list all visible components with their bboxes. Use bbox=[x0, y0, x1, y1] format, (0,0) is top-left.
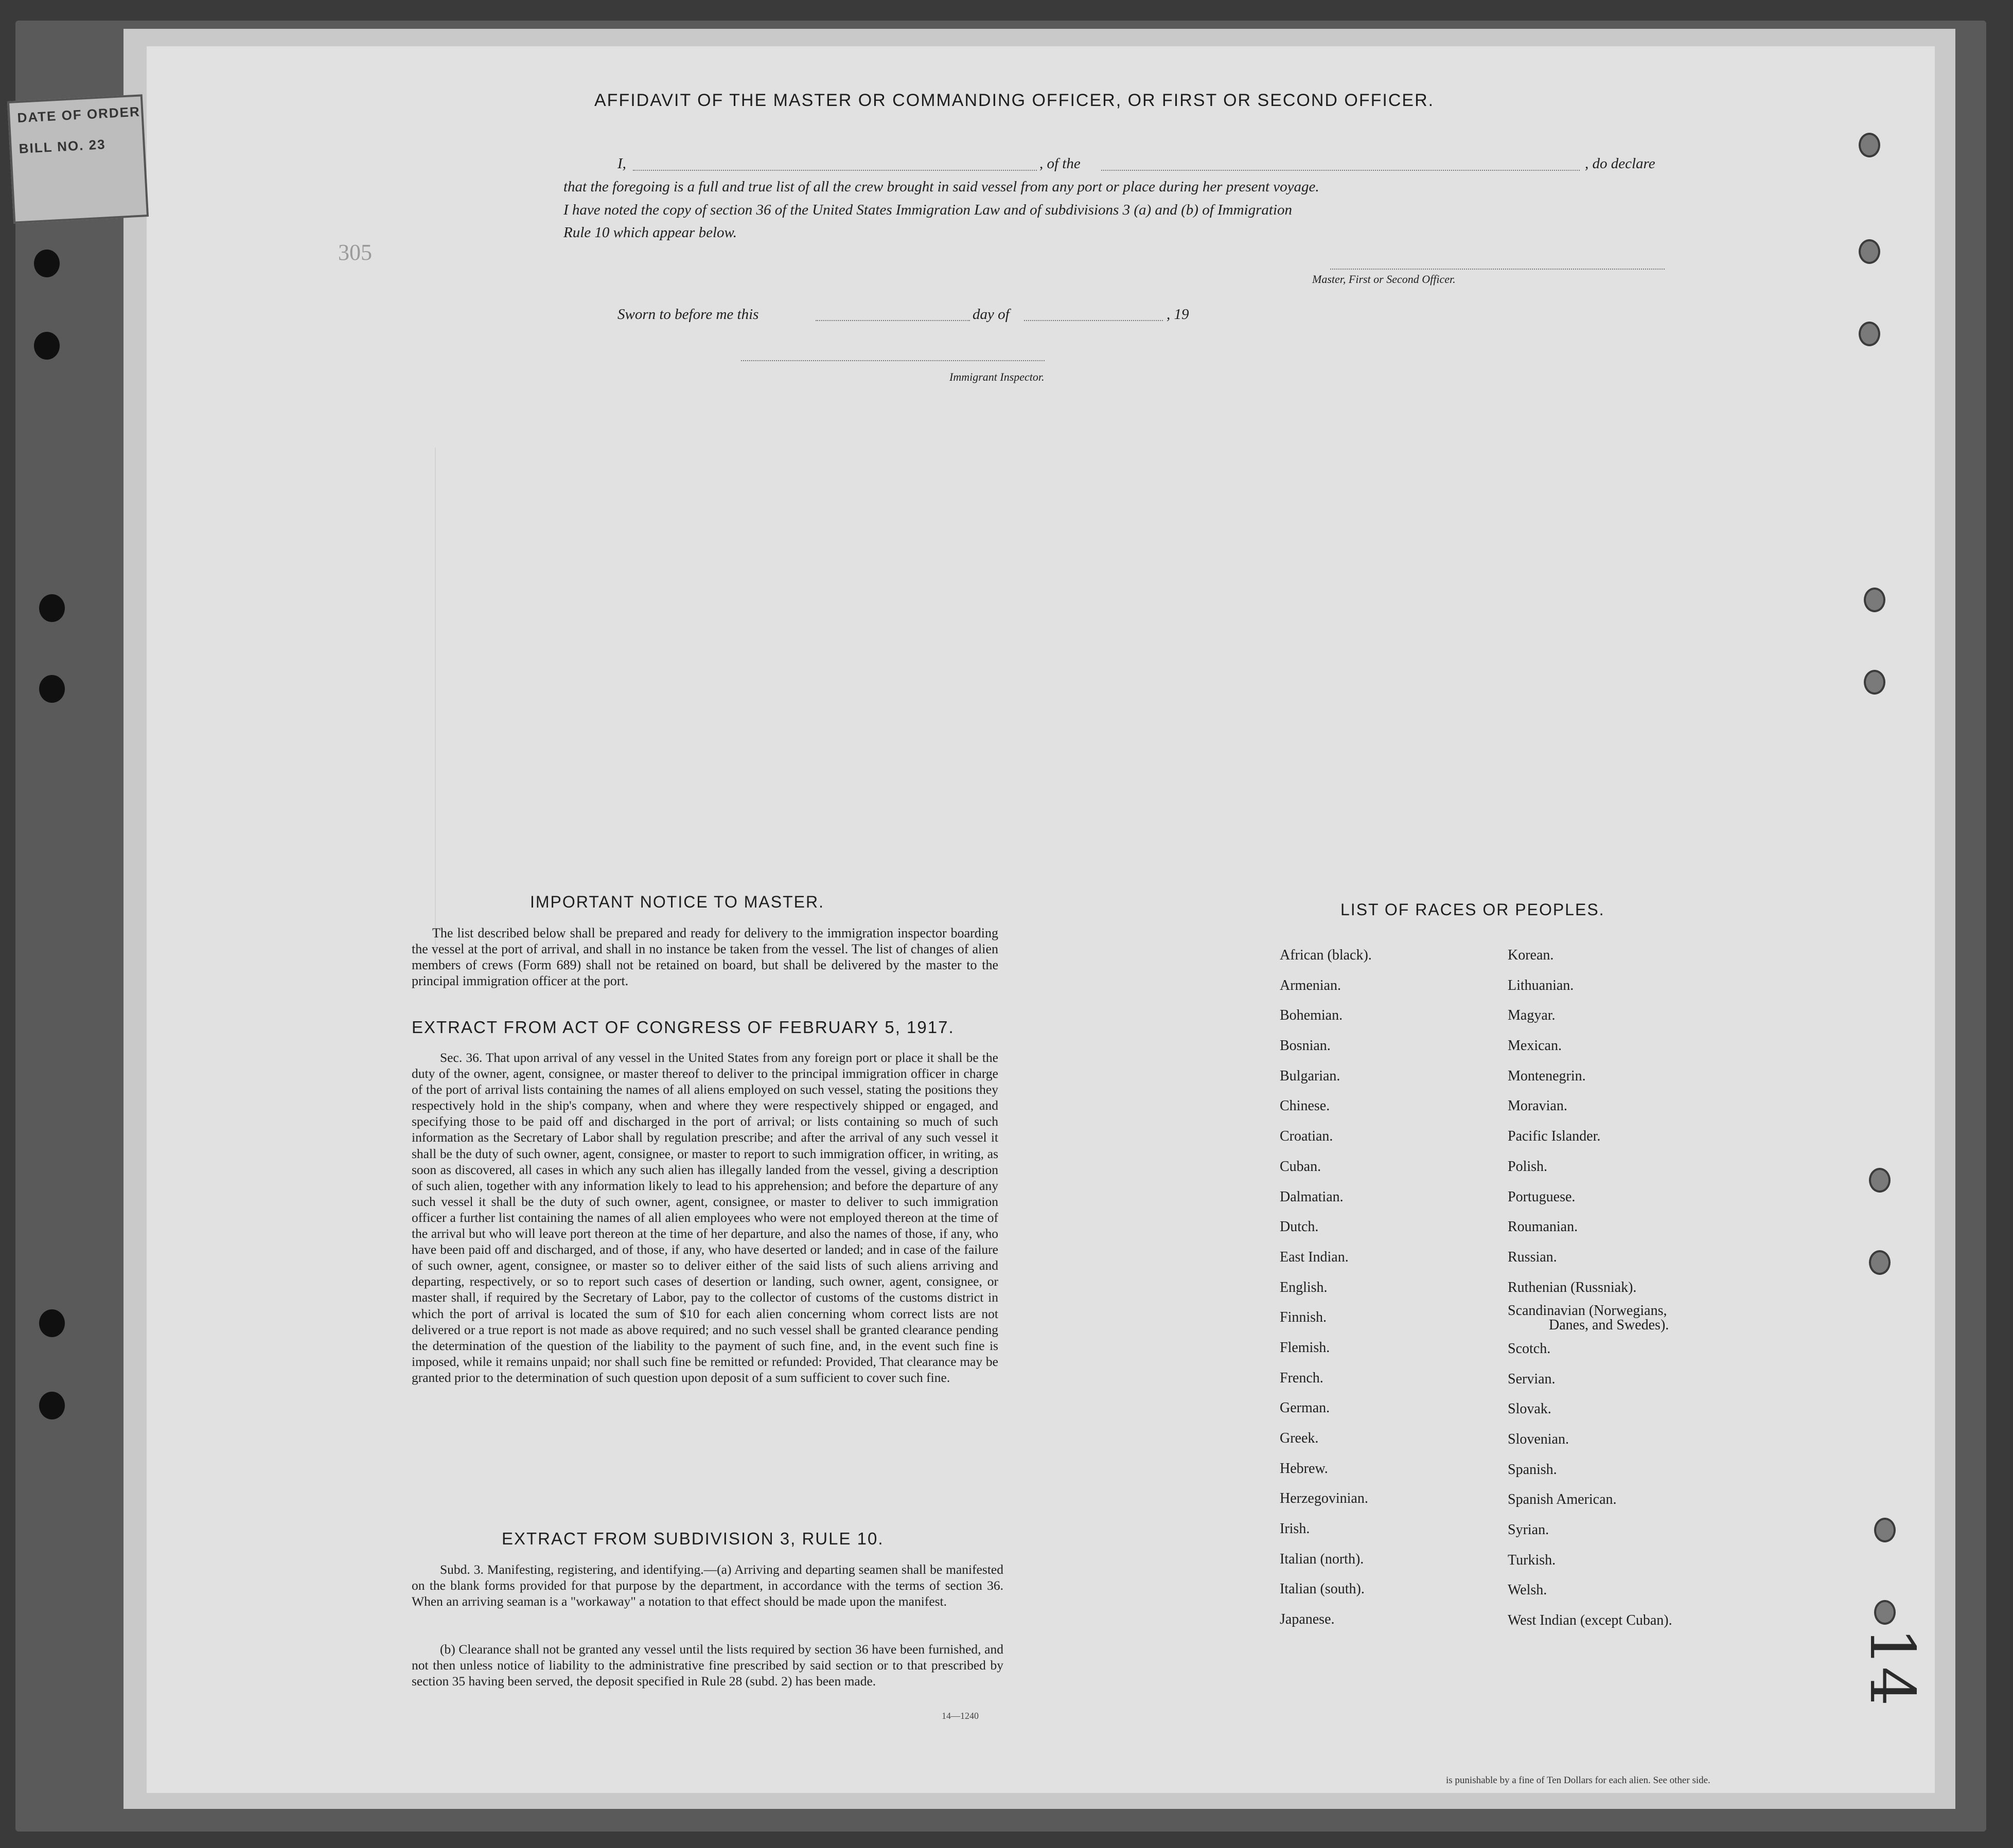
stub-line-2: BILL NO. 23 bbox=[19, 136, 107, 156]
name-blank-line bbox=[633, 170, 1037, 171]
race-item: Flemish. bbox=[1280, 1339, 1330, 1356]
race-item: Magyar. bbox=[1508, 1007, 1556, 1024]
stamp-number: 305 bbox=[338, 240, 372, 265]
race-item: Syrian. bbox=[1508, 1522, 1549, 1538]
race-item: Portuguese. bbox=[1508, 1188, 1576, 1205]
affidavit-line-4: Rule 10 which appear below. bbox=[563, 224, 737, 241]
affidavit-title: AFFIDAVIT OF THE MASTER OR COMMANDING OFFICER, OR FIRST OR SECOND OFFICER. bbox=[594, 91, 1435, 110]
race-item-two-line bbox=[1508, 1303, 1672, 1334]
race-item: Pacific Islander. bbox=[1508, 1128, 1601, 1145]
race-item: Japanese. bbox=[1280, 1611, 1335, 1628]
master-signature-line bbox=[1330, 269, 1665, 270]
sworn-month-blank bbox=[1024, 320, 1163, 321]
binder-hole bbox=[39, 1392, 65, 1419]
race-item: Croatian. bbox=[1280, 1128, 1333, 1145]
race-item-line-1: Scandinavian (Norwegians, bbox=[1508, 1303, 1667, 1319]
race-item: African (black). bbox=[1280, 947, 1372, 963]
races-left-column bbox=[1280, 940, 1372, 1635]
race-item: English. bbox=[1280, 1279, 1328, 1295]
race-item: Spanish. bbox=[1508, 1461, 1557, 1478]
race-item: Bohemian. bbox=[1280, 1007, 1343, 1024]
notice-title: IMPORTANT NOTICE TO MASTER. bbox=[530, 893, 824, 911]
race-item: French. bbox=[1280, 1370, 1323, 1386]
affidavit-do-declare: , do declare bbox=[1585, 155, 1655, 172]
binder-hole bbox=[1859, 322, 1880, 346]
race-item: Bulgarian. bbox=[1280, 1068, 1340, 1084]
extract-rule-text-b: (b) Clearance shall not be granted any vessel until the lists required by section 36 have been furnished, and not then unless notice of liability to the administrative fine prescribed by said section or to that prescribed by section 35 having been served, the deposit specified in Rule 28 (subd. 2) has been made. bbox=[412, 1642, 1003, 1689]
race-item: Ruthenian (Russniak). bbox=[1508, 1279, 1637, 1295]
binder-hole bbox=[1859, 239, 1880, 264]
binder-hole bbox=[39, 594, 65, 622]
document-page bbox=[147, 46, 1935, 1793]
race-item: Greek. bbox=[1280, 1430, 1319, 1446]
binder-hole bbox=[39, 1309, 65, 1337]
affidavit-of-the-label: , of the bbox=[1039, 155, 1081, 172]
affidavit-line-3: I have noted the copy of section 36 of the United States Immigration Law and of subdivisions 3 (a) and (b) of Immigration bbox=[563, 202, 1293, 218]
race-item: Slovak. bbox=[1508, 1401, 1551, 1417]
races-right-column bbox=[1508, 940, 1672, 1636]
race-item: Armenian. bbox=[1280, 977, 1341, 993]
binder-hole bbox=[1864, 670, 1885, 695]
race-item: Cuban. bbox=[1280, 1158, 1321, 1175]
race-item: Polish. bbox=[1508, 1158, 1548, 1175]
race-item: Irish. bbox=[1280, 1521, 1310, 1537]
binder-hole bbox=[39, 675, 65, 703]
extract-rule-title: EXTRACT FROM SUBDIVISION 3, RULE 10. bbox=[502, 1529, 884, 1548]
extract-act-title: EXTRACT FROM ACT OF CONGRESS OF FEBRUARY 5, 1917. bbox=[412, 1018, 955, 1037]
sworn-day-blank bbox=[816, 320, 970, 321]
notice-text: The list described below shall be prepared and ready for delivery to the immigration inspector boarding the vessel at the port of arrival, and shall in no instance be taken from the vessel. The list of changes of alien members of crews (Form 689) shall not be retained on board, but shall be delivered by the master to the principal immigration officer at the port. bbox=[412, 926, 998, 988]
race-item: Turkish. bbox=[1508, 1552, 1556, 1568]
extract-act-text: Sec. 36. That upon arrival of any vessel in the United States from any foreign port or place it shall be the duty of the owner, agent, consignee, or master thereof to deliver to the principal immigration officer in charge of the port of arrival lists containing the names of all aliens employed on such vessel, stating the positions they respectively hold in the ship's company, when and where they were respectively shipped or engaged, and specifying those to be paid off and discharged in the port of arrival; or lists containing so much of such information as the Secretary of Labor shall by regulation prescribe; and after the arrival of any such vessel it shall be the duty of such owner, agent, consignee, or master to report to such immigration officer, in writing, as soon as discovered, all cases in which any such alien has illegally landed from the vessel, giving a description of such alien, together with any information likely to lead to his apprehension; and before the departure of any such vessel it shall be the duty of such owner, agent, consignee, or master to deliver to such immigration officer a further list containing the names of all alien employees who were not employed thereon at the time of the arrival but who will leave port thereon at the time of her departure, and also the names of those, if any, who have been paid off and discharged, and of those, if any, who have deserted or landed; and in case of the failure of such owner, agent, consignee, or master so to deliver either of the said lists of such aliens arriving and departing, respectively, or so to report such cases of desertion or landing, such owner, agent, consignee, or master shall, if required by the Secretary of Labor, pay to the collector of customs of the customs district in which the port of arrival is located the sum of $10 for each alien concerning whom correct lists are not delivered or a true report is not made as above required; and no such vessel shall be granted clearance pending the determination of the question of the liability to the payment of such fine, and, in the event such fine is imposed, while it remains unpaid; nor shall such fine be remitted or refunded: Provided, That clearance may be granted prior to the determination of such question upon deposit of a sum sufficient to cover such fine. bbox=[412, 1050, 998, 1385]
race-item-line-2: Danes, and Swedes). bbox=[1549, 1317, 1669, 1334]
race-item: Dalmatian. bbox=[1280, 1188, 1344, 1205]
race-item: Chinese. bbox=[1280, 1098, 1330, 1114]
inspector-signature-line bbox=[741, 360, 1045, 361]
race-item: Korean. bbox=[1508, 947, 1554, 963]
binder-hole bbox=[1869, 1168, 1891, 1193]
race-item: Welsh. bbox=[1508, 1582, 1547, 1598]
handwritten-page-number: 14 bbox=[1856, 1627, 1928, 1706]
race-item: Mexican. bbox=[1508, 1038, 1562, 1054]
binder-hole bbox=[1874, 1600, 1896, 1625]
races-title: LIST OF RACES OR PEOPLES. bbox=[1340, 900, 1605, 919]
binder-hole bbox=[34, 332, 60, 360]
year-label: , 19 bbox=[1167, 306, 1189, 323]
race-item: Spanish American. bbox=[1508, 1491, 1617, 1508]
day-of-label: day of bbox=[973, 306, 1010, 323]
extract-rule-text-a: Subd. 3. Manifesting, registering, and identifying.—(a) Arriving and departing seamen shall be manifested on the blank forms provided for that purpose by the department, in accordance with the terms of section 36. When an arriving seaman is a "workaway" a notation to that effect should be made upon the manifest. bbox=[412, 1562, 1003, 1609]
race-item: Italian (south). bbox=[1280, 1581, 1365, 1597]
race-item: Bosnian. bbox=[1280, 1038, 1331, 1054]
race-item: West Indian (except Cuban). bbox=[1508, 1612, 1672, 1629]
race-item: Dutch. bbox=[1280, 1219, 1319, 1235]
binder-hole bbox=[1864, 588, 1885, 612]
race-item: Moravian. bbox=[1508, 1098, 1567, 1114]
form-number: 14—1240 bbox=[942, 1711, 979, 1721]
race-item: Hebrew. bbox=[1280, 1460, 1328, 1477]
race-item: Italian (north). bbox=[1280, 1551, 1364, 1567]
faint-bleed-through-grid bbox=[435, 448, 1877, 962]
race-item: Roumanian. bbox=[1508, 1219, 1578, 1235]
binder-hole bbox=[1869, 1250, 1891, 1275]
race-item: Russian. bbox=[1508, 1249, 1557, 1265]
race-item: East Indian. bbox=[1280, 1249, 1349, 1265]
race-item: Servian. bbox=[1508, 1371, 1556, 1387]
binder-hole bbox=[1859, 133, 1880, 157]
master-signature-label: Master, First or Second Officer. bbox=[1312, 273, 1456, 286]
binder-hole bbox=[1874, 1518, 1896, 1542]
race-item: Slovenian. bbox=[1508, 1431, 1569, 1447]
binder-hole bbox=[34, 250, 60, 277]
race-item: Herzegovinian. bbox=[1280, 1490, 1368, 1507]
race-item: Lithuanian. bbox=[1508, 977, 1574, 993]
stub-line-1: DATE OF ORDER bbox=[16, 103, 141, 126]
affidavit-i-label: I, bbox=[617, 155, 626, 172]
vessel-blank-line bbox=[1101, 170, 1580, 171]
race-item: German. bbox=[1280, 1400, 1330, 1416]
sworn-label: Sworn to before me this bbox=[617, 306, 759, 323]
race-item: Montenegrin. bbox=[1508, 1068, 1586, 1084]
race-item: Finnish. bbox=[1280, 1309, 1327, 1326]
affidavit-line-2: that the foregoing is a full and true list of all the crew brought in said vessel from any port or place during her present voyage. bbox=[563, 179, 1319, 195]
race-item: Scotch. bbox=[1508, 1340, 1551, 1357]
bottom-edge-text: is punishable by a fine of Ten Dollars for each alien. See other side. bbox=[1446, 1775, 1710, 1786]
stub-tag bbox=[7, 94, 149, 223]
inspector-label: Immigrant Inspector. bbox=[949, 370, 1045, 383]
